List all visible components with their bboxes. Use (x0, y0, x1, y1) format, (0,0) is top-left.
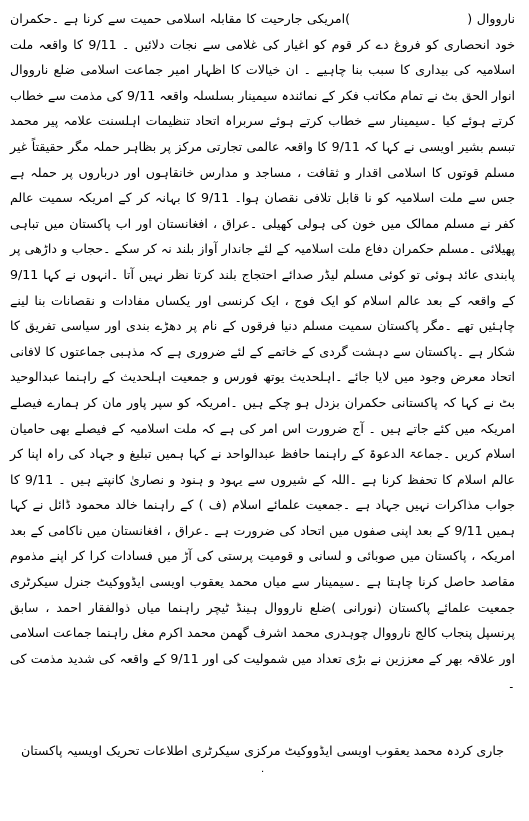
article-body: خود انحصاری کو فروغ دے کر قوم کو اغیار کی غلامی سے نجات دلائیں ۔ 9/11 کا واقعہ ملت اسلامیہ کی بیداری کا سبب بنا چاہیے ۔ ان خیالات کا اظہار امیر جماعت اسلامی ضلع نارووال انوار الحق بٹ نے تمام مکاتب فکر کے نمائندہ سیمینار بسلسلہ واقعہ 9/11 کی مذمت سے خطاب کرتے ہوئے کیا ۔سیمینار سے خطاب کرتے ہوئے سربراہ اتحاد تنظیمات اہلسنت علامہ پیر محمد تبسم بشیر اویسی نے کہا کہ 9/11 کا واقعہ عالمی تجارتی مرکز پر بظاہر حملہ مگر حقیقتاً غیر مسلم قوتوں کا اسلامی اقدار و ثقافت ، مساجد و مدارس خانقاہوں اور درباروں پر حملہ ہے جس سے ملت اسلامیہ کو نا قابل تلافی نقصان ہوا۔ 9/11 کا بہانہ کر کے امریکہ سمیت عالم کفر نے مسلم ممالک میں خون کی ہولی کھیلی ۔عراق ، افغانستان اور اب پاکستان میں تباہی پھیلائی ۔مسلم حکمران دفاع ملت اسلامیہ کے لئے جاندار آواز بلند نہ کر سکے ۔حجاب و داڑھی پر پابندی عائد ہوئی تو کوئی مسلم لیڈر صدائے احتجاج بلند کرتا نظر نہیں آتا ۔انہوں نے کہا 9/11 کے واقعہ کے بعد عالم اسلام کو ایک فوج ، ایک کرنسی اور یکساں مفادات و نقصانات بنا لینے چاہئیں تھے ۔مگر پاکستان سمیت مسلم دنیا فرقوں کے نام پر دھڑے بندی اور سیاسی تفریق کا شکار ہے ۔پاکستان سے دہشت گردی کے خاتمے کے لئے ضروری ہے کہ مذہبی جماعتوں کا لافانی اتحاد معرض وجود میں لایا جائے ۔اہلحدیث یوتھ فورس و جمعیت اہلحدیث کے راہنما عبدالوحید بٹ نے کہا کہ پاکستانی حکمران بزدل ہو چکے ہیں ۔امریکہ کو سپر پاور مان کر ہمارے فیصلے امریکہ میں کئے جاتے ہیں ۔ آج ضرورت اس امر کی ہے کہ ملت اسلامیہ کے فیصلے بھی حامیان اسلام کریں ۔جماعۃ الدعوۃ کے راہنما حافظ عبدالواحد نے کہا ہمیں تبلیغ و جہاد کی راہ اپنا کر عالم اسلام کا تحفظ کرنا ہے ۔اللہ کے شیروں سے یہود و ہنود و نصاریٰ کانپتے ہیں ۔ 9/11 کا جواب مذاکرات نہیں جہاد ہے ۔جمعیت علمائے اسلام (ف ) کے راہنما خالد محمود ڈائل نے کہا ہمیں 9/11 کے بعد اپنی صفوں میں اتحاد کی ضرورت ہے ۔عراق ، افغانستان میں ناکامی کے بعد امریکہ ، پاکستان میں صوبائی و لسانی و قومیت پرستی کی آڑ میں فسادات کرا کر اپنے مذموم مقاصد حاصل کرنا چاہتا ہے ۔سیمینار سے میاں محمد یعقوب اویسی ایڈووکیٹ جنرل سیکرٹری جمعیت علمائے پاکستان (نورانی )ضلع نارووال ہینڈ ٹیچر راہنما میاں ذوالفقار احمد ، سابق پرنسپل پنجاب کالج نارووال چوہدری محمد اشرف گھمن محمد اکرم مغل راہنما جماعت اسلامی اور علاقہ بھر کے معززین نے بڑی تعداد میں شمولیت کی اور 9/11 کے واقعہ کی شدید مذمت کی ۔ (10, 36, 515, 692)
article-body-block (10, 6, 515, 697)
footer-mark: ۰ (259, 766, 266, 778)
issued-by-footer: جاری کردہ محمد یعقوب اویسی ایڈووکیٹ مرکزی سیکرٹری اطلاعات تحریک اویسیہ پاکستان (21, 743, 504, 759)
dateline: نارووال ( (467, 11, 516, 26)
headline: )امریکی جارحیت کا مقابلہ اسلامی حمیت سے کرنا ہے ۔حکمران (10, 11, 351, 26)
